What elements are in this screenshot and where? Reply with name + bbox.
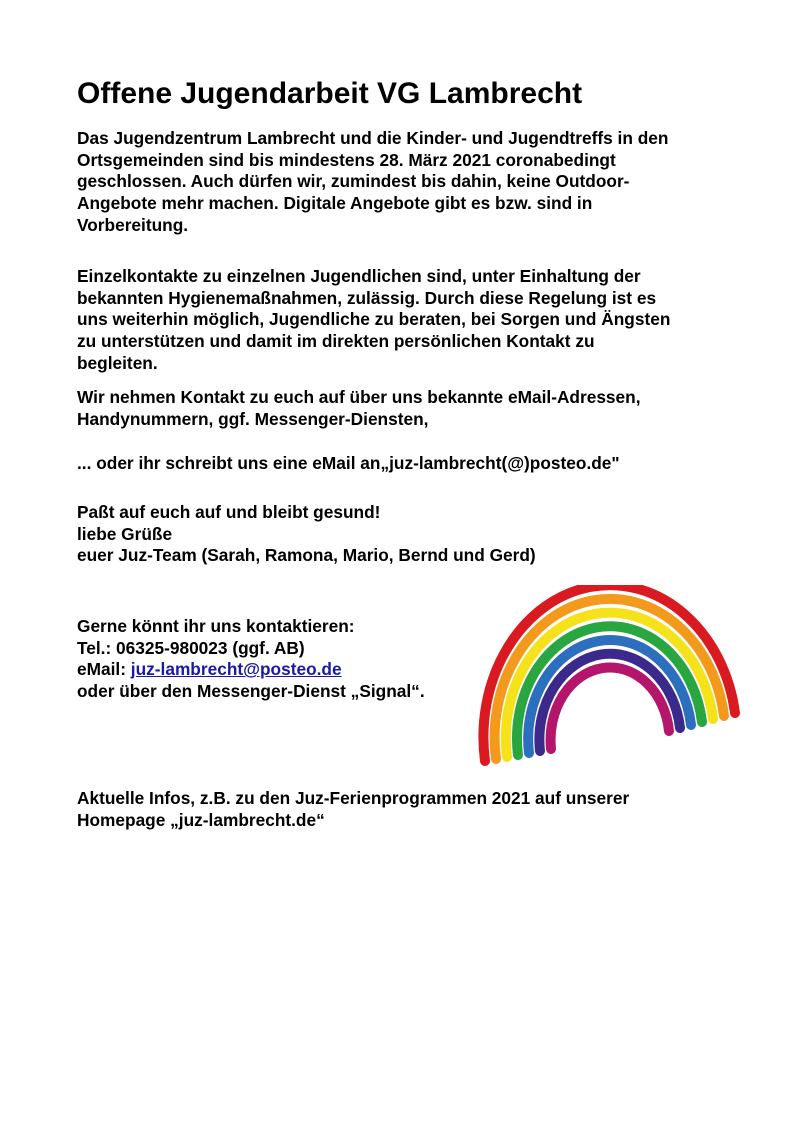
text-line: Ortsgemeinden sind bis mindestens 28. März 2021 coronabedingt [77, 149, 616, 170]
email-paragraph [77, 453, 757, 475]
closing-greeting: liebe Grüße [77, 523, 173, 544]
closing-signature: euer Juz-Team (Sarah, Ramona, Mario, Bernd und Gerd) [77, 545, 536, 566]
outreach-paragraph [77, 387, 757, 430]
text-line: geschlossen. Auch dürfen wir, zumindest bis dahin, keine Outdoor- [77, 171, 630, 192]
rainbow-arc [551, 667, 669, 749]
text-line: begleiten. [77, 352, 158, 373]
text-line: zu unterstützen und damit im direkten persönlichen Kontakt zu [77, 331, 595, 352]
email-link[interactable]: juz-lambrecht@posteo.de [130, 659, 342, 680]
text-line: bekannten Hygienemaßnahmen, zulässig. Durch diese Regelung ist es [77, 287, 657, 308]
contact-intro: Gerne könnt ihr uns kontaktieren: [77, 616, 355, 636]
contacts-paragraph [77, 266, 757, 375]
text-line: Das Jugendzentrum Lambrecht und die Kinder- und Jugendtreffs in den [77, 128, 669, 148]
contact-messenger: oder über den Messenger-Dienst „Signal“. [77, 681, 425, 702]
text-line: ... oder ihr schreibt uns eine eMail an„juz-lambrecht(@)posteo.de" [77, 453, 620, 473]
text-line: Angebote mehr machen. Digitale Angebote gibt es bzw. sind in [77, 193, 593, 214]
text-line: Homepage „juz-lambrecht.de“ [77, 809, 325, 830]
intro-paragraph [77, 128, 757, 237]
text-line: uns weiterhin möglich, Jugendliche zu beraten, bei Sorgen und Ängsten [77, 309, 671, 330]
page-title: Offene Jugendarbeit VG Lambrecht [77, 77, 583, 110]
text-line: Vorbereitung. [77, 214, 189, 235]
closing-wish: Paßt auf euch auf und bleibt gesund! [77, 502, 381, 522]
contact-phone: Tel.: 06325-980023 (ggf. AB) [77, 637, 305, 658]
rainbow-image [470, 585, 745, 775]
text-line: Einzelkontakte zu einzelnen Jugendlichen sind, unter Einhaltung der [77, 266, 641, 286]
contact-email-label: eMail: [77, 659, 131, 680]
info-paragraph [77, 788, 757, 831]
text-line: Handynummern, ggf. Messenger-Diensten, [77, 408, 429, 429]
closing-block [77, 502, 757, 567]
text-line: Wir nehmen Kontakt zu euch auf über uns bekannte eMail-Adressen, [77, 387, 641, 407]
text-line: Aktuelle Infos, z.B. zu den Juz-Ferienprogrammen 2021 auf unserer [77, 788, 630, 808]
